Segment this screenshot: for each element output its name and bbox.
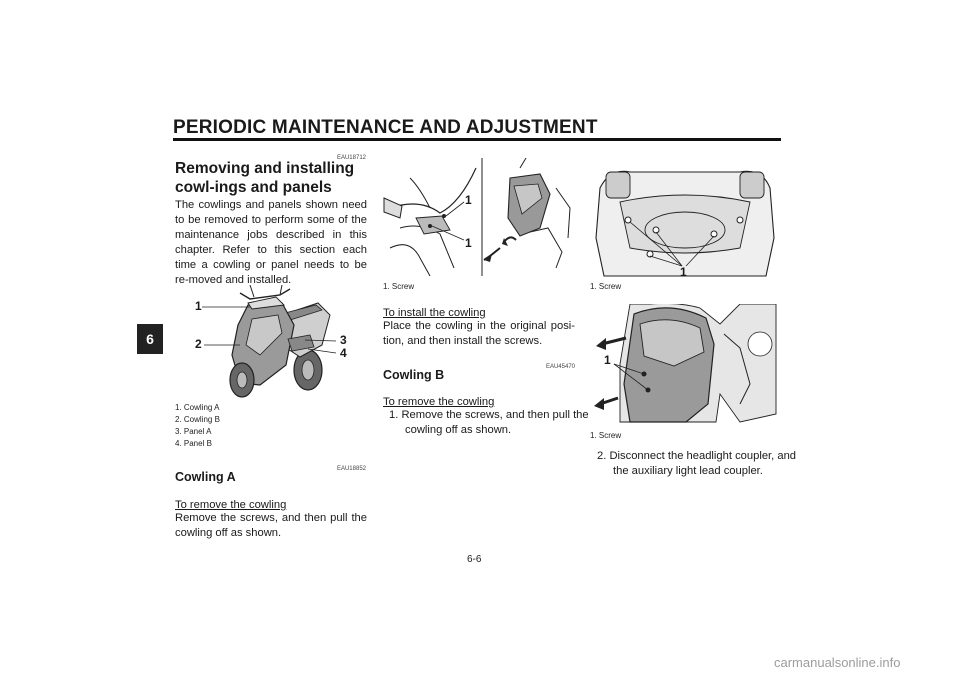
procedure-step: 2. Disconnect the headlight coupler, and the auxiliary light lead coupler. — [597, 450, 797, 477]
procedure-title: To remove the cowling — [175, 499, 287, 511]
caption-item: 3. Panel A — [175, 427, 212, 436]
intro-paragraph: The cowlings and panels shown need to be removed to perform some of the maintenance jobs described in this chapter. Refer to this section each time a cowling or panel needs to be re-moved and installed. — [175, 199, 367, 286]
cowling-a-screws-figure — [380, 158, 576, 278]
caption-item: 2. Cowling B — [175, 415, 220, 424]
watermark-text: carmanualsonline.info — [774, 655, 901, 670]
callout-1: 1 — [680, 265, 687, 279]
callout-4: 4 — [340, 346, 347, 360]
figure-caption: 1. Screw — [590, 431, 622, 440]
procedure-step: 1. Remove the screws, and then pull the cowling off as shown. — [389, 409, 589, 436]
procedure-text: Remove the screws, and then pull the cowling off as shown. — [175, 512, 367, 539]
section-code: EAU45470 — [545, 364, 575, 370]
page-header-title: PERIODIC MAINTENANCE AND ADJUSTMENT — [173, 117, 598, 138]
section-code: EAU18852 — [336, 466, 366, 472]
callout-1: 1 — [195, 299, 202, 313]
section-heading: Removing and installing cowl-ings and panels — [175, 160, 355, 196]
procedure-text: Place the cowling in the original posi-tion, and then install the screws. — [383, 320, 575, 347]
caption-item: 4. Panel B — [175, 439, 212, 448]
callout-1: 1 — [465, 236, 472, 250]
callout-3: 3 — [340, 333, 347, 347]
header-rule — [173, 138, 781, 141]
callout-1: 1 — [465, 193, 472, 207]
procedure-title: To install the cowling — [383, 307, 486, 319]
callout-2: 2 — [195, 337, 202, 351]
cowling-b-screws-figure — [590, 158, 780, 278]
figure-caption: 1. Screw — [383, 282, 415, 291]
page-number: 6-6 — [467, 554, 482, 565]
scooter-figure — [190, 285, 362, 400]
callout-1: 1 — [604, 353, 611, 367]
chapter-tab: 6 — [137, 324, 163, 354]
figure-caption: 1. Screw — [590, 282, 622, 291]
caption-item: 1. Cowling A — [175, 403, 220, 412]
figure-caption-list — [175, 402, 220, 450]
section-code: EAU18712 — [336, 155, 366, 161]
cowling-b-removal-figure — [590, 304, 780, 426]
subheading-cowling-a: Cowling A — [175, 470, 236, 484]
procedure-title: To remove the cowling — [383, 396, 495, 408]
subheading-cowling-b: Cowling B — [383, 368, 445, 382]
